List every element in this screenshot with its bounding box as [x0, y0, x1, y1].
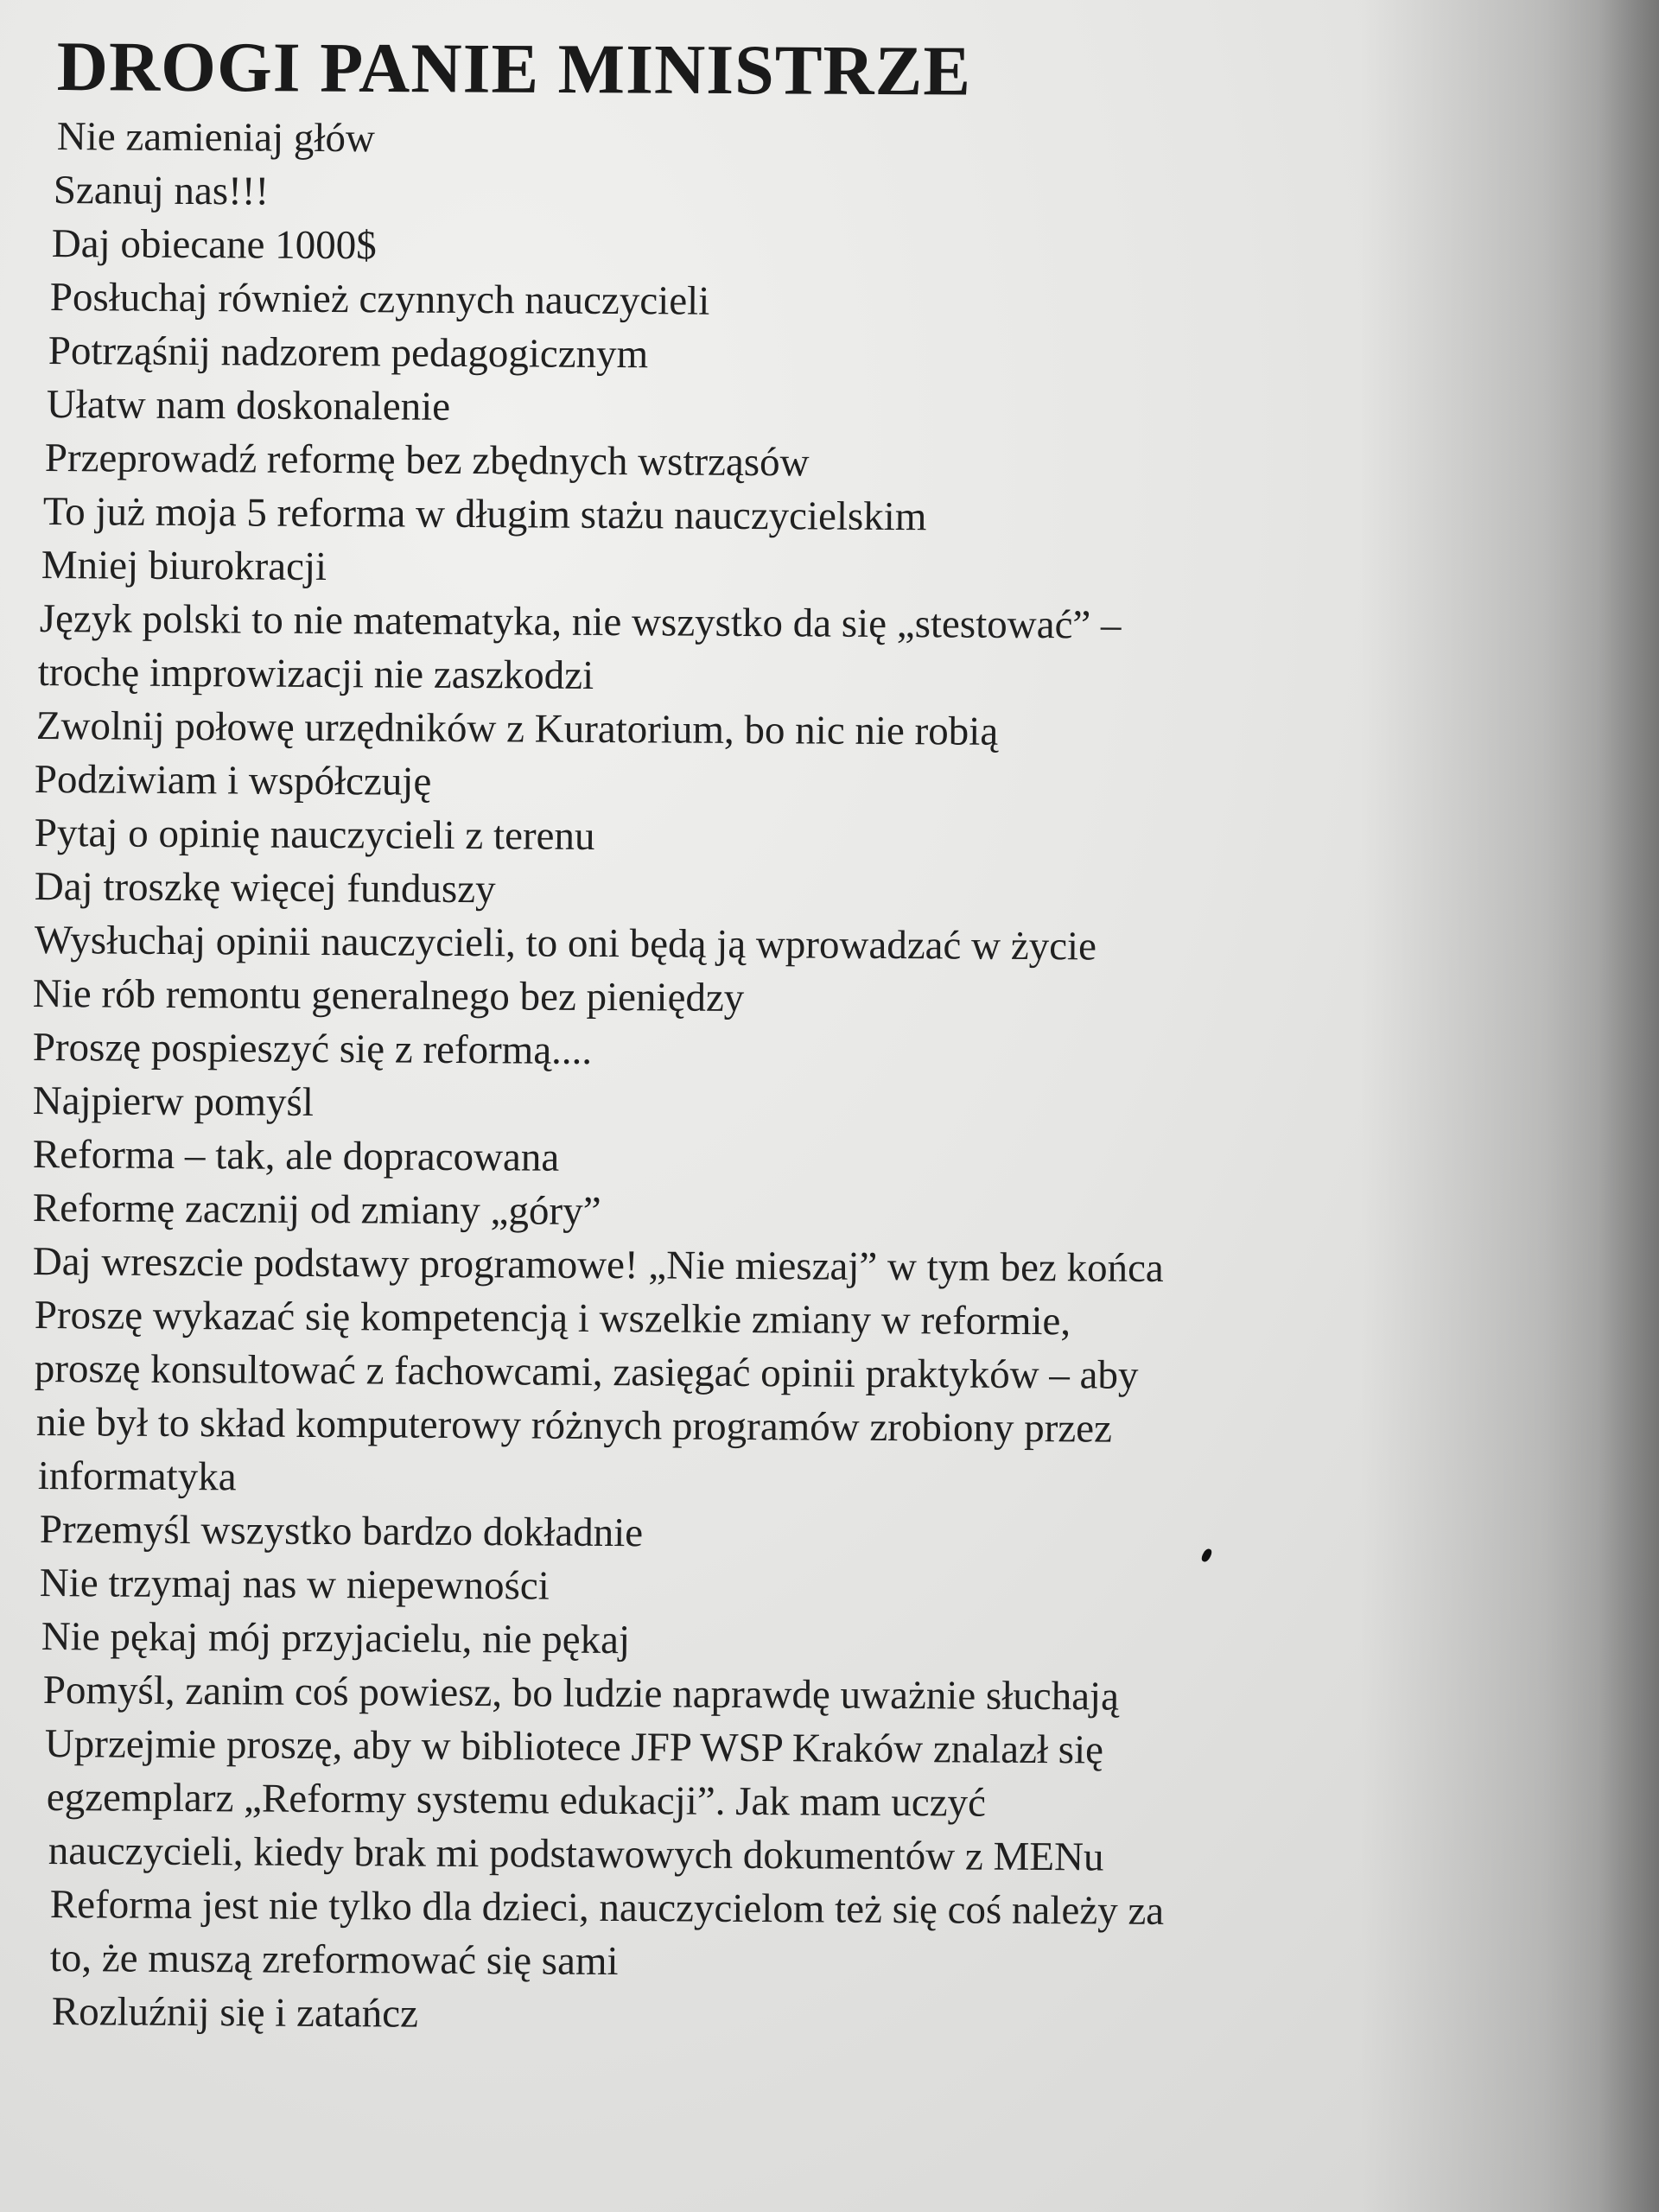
text-line: Przemyśl wszystko bardzo dokładnie [39, 1507, 644, 1556]
text-line: Posłuchaj również czynnych nauczycieli [49, 274, 710, 324]
text-line: Nie trzymaj nas w niepewności [39, 1560, 550, 1609]
text-line: Pomyśl, zanim coś powiesz, bo ludzie naprawdę uważnie słuchają [42, 1668, 1120, 1719]
text-line: To już moja 5 reforma w długim stażu nauczycielskim [42, 488, 927, 540]
text-line: Przeprowadź reformę bez zbędnych wstrząsów [44, 435, 810, 486]
text-line: nie był to skład komputerowy różnych programów zrobiony przez [35, 1400, 1113, 1452]
text-line: Nie pękaj mój przyjacielu, nie pękaj [41, 1614, 631, 1663]
text-line: proszę konsultować z fachowcami, zasięgać opinii praktyków – aby [34, 1346, 1139, 1398]
text-line: Szanuj nas!!! [53, 167, 270, 214]
text-line: Daj troszkę więcej funduszy [34, 863, 496, 912]
text-line: Rozluźnij się i zatańcz [51, 1989, 419, 2037]
text-line: Uprzejmie proszę, aby w bibliotece JFP WSP Kraków znalazł się [44, 1721, 1104, 1773]
text-line: Reforma – tak, ale dopracowana [32, 1132, 560, 1180]
text-line: Daj wreszcie podstawy programowe! „Nie mieszaj” w tym bez końca [32, 1239, 1164, 1291]
text-line: Nie zamieniaj głów [56, 113, 376, 162]
text-line: Język polski to nie matematyka, nie wszystko da się „stestować” – [39, 595, 1122, 648]
text-line: Podziwiam i współczuję [34, 756, 432, 804]
document-title: DROGI PANIE MINISTRZE [56, 26, 972, 111]
text-line: Mniej biurokracji [41, 542, 327, 590]
text-line: Pytaj o opinię nauczycieli z terenu [34, 810, 595, 859]
text-line: Zwolnij połowę urzędników z Kuratorium, bo nic nie robią [35, 702, 999, 754]
text-line: Daj obiecane 1000$ [51, 220, 377, 269]
text-line: Proszę pospieszyć się z reformą.... [32, 1025, 593, 1073]
text-line: Ułatw nam doskonalenie [46, 381, 451, 429]
text-line: Najpierw pomyśl [32, 1078, 315, 1125]
text-line: nauczycieli, kiedy brak mi podstawowych dokumentów z MENu [48, 1828, 1104, 1880]
text-line: Proszę wykazać się kompetencją i wszelkie zmiany w reformie, [34, 1293, 1071, 1344]
text-line: Potrząśnij nadzorem pedagogicznym [48, 327, 649, 378]
text-line: trochę improwizacji nie zaszkodzi [37, 649, 594, 698]
text-line: informatyka [37, 1453, 237, 1500]
text-line: Wysłuchaj opinii nauczycieli, to oni będą ją wprowadzać w życie [34, 918, 1097, 969]
text-line: to, że muszą zreformować się sami [49, 1936, 619, 1985]
text-line: Reformę zacznij od zmiany „góry” [32, 1185, 601, 1235]
text-line: Nie rób remontu generalnego bez pieniędzy [32, 971, 745, 1021]
text-line: Reforma jest nie tylko dla dzieci, nauczycielom też się coś należy za [49, 1882, 1165, 1934]
text-line: egzemplarz „Reformy systemu edukacji”. Jak mam uczyć [46, 1775, 987, 1826]
